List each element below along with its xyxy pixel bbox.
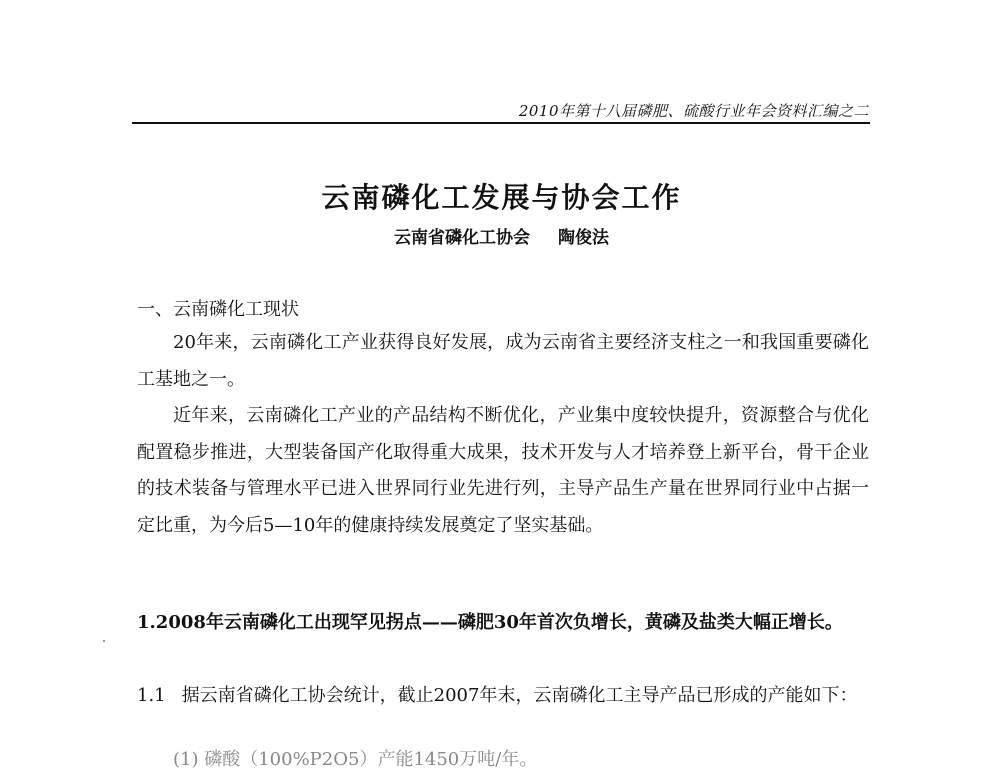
article-title: 云南磷化工发展与协会工作 [321, 181, 682, 214]
section-heading: 一、云南磷化工现状 [137, 299, 299, 320]
item-number: 1.1 [137, 685, 166, 706]
partial-cut-line: (1) 磷酸（100%P2O5）产能1450万吨/年。 [173, 749, 538, 770]
paragraph: 近年来，云南磷化工产业的产品结构不断优化，产业集中度较快提升，资源整合与优化配置稳步推进，大型装备国产化取得重大成果，技术开发与人才培养登上新平台，骨干企业的技术装备与管理水平已进入世界同行业先进行列，主导产品生产量在世界同行业中占据一定比重，为今后5—10年的健康持续发展奠定了坚实基础。 [137, 405, 869, 536]
author-name: 陶俊法 [558, 228, 609, 248]
running-header: 2010年第十八届磷肥、硫酸行业年会资料汇编之二 [518, 102, 869, 120]
header-rule [132, 122, 870, 124]
byline [134, 223, 869, 248]
numbered-paragraph [137, 678, 869, 715]
item-text: 据云南省磷化工协会统计，截止2007年末，云南磷化工主导产品已形成的产能如下： [181, 685, 858, 706]
author-organization: 云南省磷化工协会 [394, 228, 530, 248]
paragraph: 20年来，云南磷化工产业获得良好发展，成为云南省主要经济支柱之一和我国重要磷化工基地之一。 [137, 332, 869, 390]
scan-speck [103, 640, 105, 642]
subsection-heading: 1.2008年云南磷化工出现罕见拐点——磷肥30年首次负增长，黄磷及盐类大幅正增长。 [137, 612, 843, 633]
